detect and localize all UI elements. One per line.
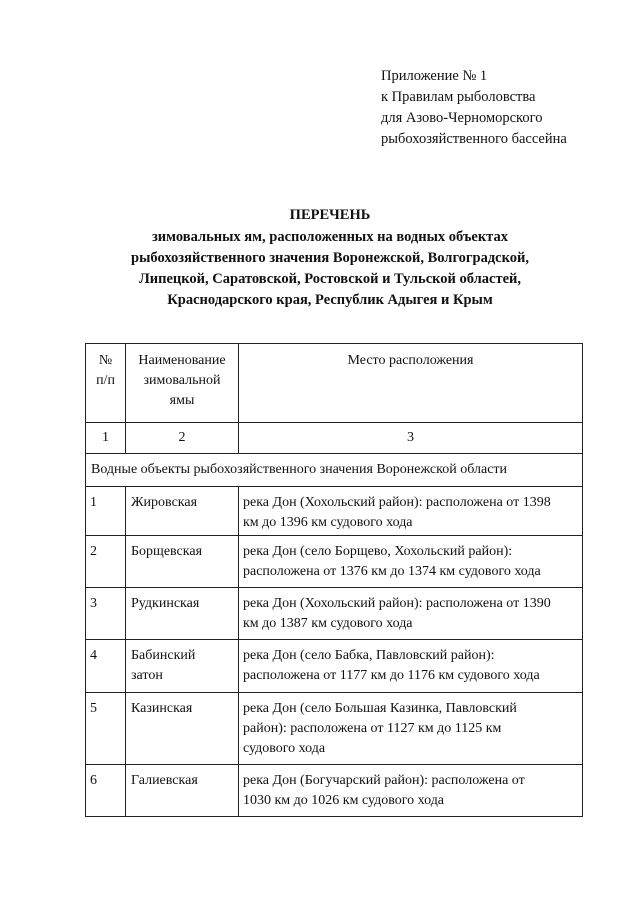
row-location-line: река Дон (Хохольский район): расположена от 1390 [243, 596, 551, 611]
title-line: рыбохозяйственного значения Воронежской, Волгоградской, [131, 250, 529, 266]
row-name-line: Рудкинская [131, 596, 200, 611]
row-number: 5 [86, 693, 126, 765]
document-title [60, 205, 600, 311]
header-name-line: Наименование [138, 353, 226, 368]
row-location-line: расположена от 1177 км до 1176 км судового хода [243, 668, 540, 683]
row-location-line: река Дон (Богучарский район): расположена от [243, 773, 525, 788]
row-location [239, 536, 583, 588]
appendix-line: Приложение № 1 [381, 68, 488, 84]
row-name [126, 640, 239, 693]
row-number: 6 [86, 765, 126, 817]
header-number-line: п/п [96, 373, 115, 388]
row-location-line: 1030 км до 1026 км судового хода [243, 793, 445, 808]
header-name-line: зимовальной [143, 373, 221, 388]
table-row [86, 536, 583, 588]
row-name-line: затон [131, 668, 163, 683]
row-location-line: км до 1396 км судового хода [243, 515, 413, 530]
header-name-line: ямы [169, 393, 195, 408]
row-name-line: Борщевская [131, 544, 203, 559]
wintering-pits-table [85, 343, 583, 817]
row-name-line: Бабинский [131, 648, 196, 663]
column-number: 1 [86, 423, 126, 454]
row-location [239, 588, 583, 640]
table-row [86, 588, 583, 640]
header-number [86, 344, 126, 423]
row-name-line: Казинская [131, 701, 193, 716]
row-name-line: Жировская [131, 495, 198, 510]
appendix-line: для Азово-Черноморского [381, 110, 543, 126]
row-name-line: Галиевская [131, 773, 198, 788]
table-row [86, 693, 583, 765]
row-name [126, 693, 239, 765]
table-header-row [86, 344, 583, 423]
row-name [126, 536, 239, 588]
table-row [86, 765, 583, 817]
title-line: Краснодарского края, Республик Адыгея и Крым [167, 292, 493, 308]
appendix-line: рыбохозяйственного бассейна [381, 131, 567, 147]
title-heading: ПЕРЕЧЕНЬ [289, 207, 371, 223]
header-number-line: № [98, 353, 113, 368]
row-location [239, 487, 583, 536]
row-location-line: км до 1387 км судового хода [243, 616, 413, 631]
row-location [239, 640, 583, 693]
title-line: Липецкой, Саратовской, Ростовской и Тульской областей, [138, 271, 522, 287]
column-number-row [86, 423, 583, 454]
section-title: Водные объекты рыбохозяйственного значения Воронежской области [86, 454, 583, 487]
table-row [86, 487, 583, 536]
column-number: 2 [126, 423, 239, 454]
row-number: 2 [86, 536, 126, 588]
row-number: 4 [86, 640, 126, 693]
row-location-line: река Дон (село Борщево, Хохольский район): [243, 544, 513, 559]
row-number: 3 [86, 588, 126, 640]
row-location [239, 693, 583, 765]
row-location-line: река Дон (село Бабка, Павловский район): [243, 648, 495, 663]
row-location-line: расположена от 1376 км до 1374 км судового хода [243, 564, 541, 579]
column-number: 3 [239, 423, 583, 454]
section-row [86, 454, 583, 487]
row-location-line: река Дон (Хохольский район): расположена от 1398 [243, 495, 551, 510]
row-name [126, 588, 239, 640]
row-location [239, 765, 583, 817]
title-line: зимовальных ям, расположенных на водных объектах [151, 229, 508, 245]
row-number: 1 [86, 487, 126, 536]
header-location [239, 344, 583, 423]
table-row [86, 640, 583, 693]
row-location-line: судового хода [243, 741, 326, 756]
row-location-line: район): расположена от 1127 км до 1125 км [243, 721, 502, 736]
header-name [126, 344, 239, 423]
header-location-line: Место расположения [347, 353, 474, 368]
appendix-line: к Правилам рыболовства [381, 89, 536, 105]
appendix-note [381, 66, 567, 150]
row-name [126, 765, 239, 817]
row-name [126, 487, 239, 536]
row-location-line: река Дон (село Большая Казинка, Павловский [243, 701, 517, 716]
